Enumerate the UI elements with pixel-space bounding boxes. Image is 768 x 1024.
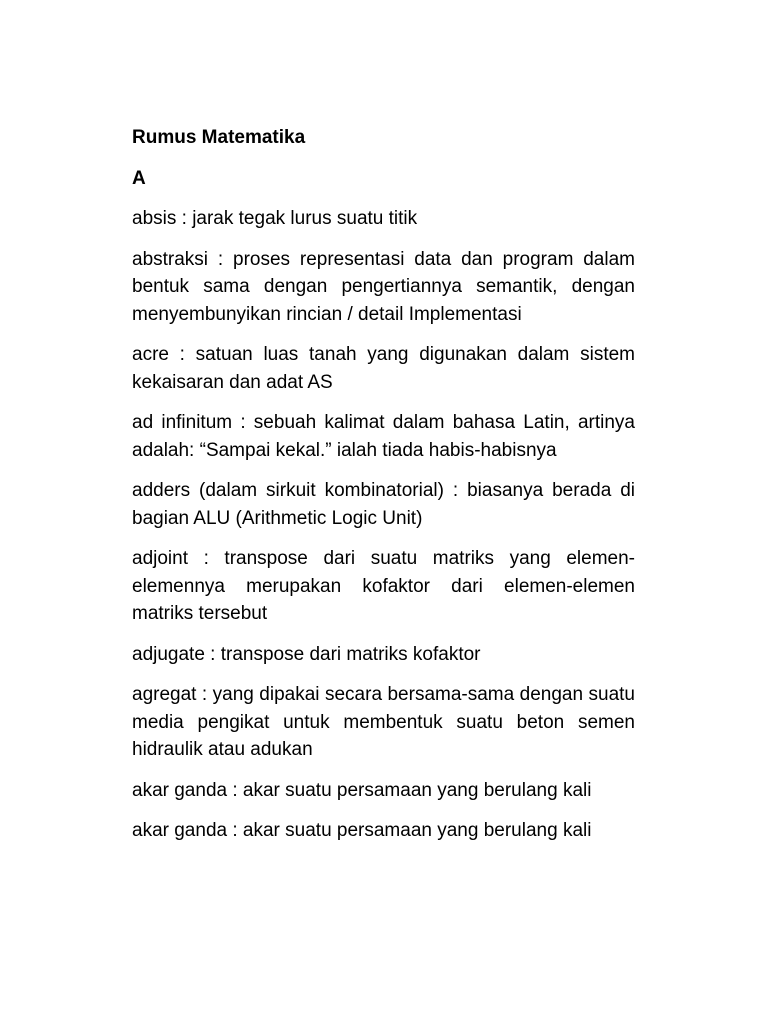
glossary-entry-adders: adders (dalam sirkuit kombinatorial) : biasanya berada di bagian ALU (Arithmetic Logic Unit) [132,480,635,529]
glossary-entry-agregat: agregat : yang dipakai secara bersama-sama dengan suatu media pengikat untuk membentuk suatu beton semen hidraulik atau adukan [132,684,635,760]
glossary-entry-adjoint: adjoint : transpose dari suatu matriks yang elemen-elemennya merupakan kofaktor dari elemen-elemen matriks tersebut [132,548,635,624]
document-title: Rumus Matematika [132,127,306,148]
glossary-entry-ad-infinitum: ad infinitum : sebuah kalimat dalam bahasa Latin, artinya adalah: “Sampai kekal.” ialah tiada habis-habisnya [132,412,635,461]
glossary-entry-akar-ganda: akar ganda : akar suatu persamaan yang berulang kali [132,779,592,801]
glossary-entry-akar-ganda-repeat: akar ganda : akar suatu persamaan yang berulang kali [132,820,592,841]
glossary-entry-abstraksi: abstraksi : proses representasi data dan program dalam bentuk sama dengan pengertiannya semantik, dengan menyembunyikan rincian / detail Implementasi [132,248,635,325]
section-heading-a: A [132,168,146,189]
glossary-entry-adjugate: adjugate : transpose dari matriks kofaktor [132,643,481,665]
glossary-entry-acre: acre : satuan luas tanah yang digunakan dalam sistem kekaisaran dan adat AS [132,344,635,393]
document-body [132,124,635,858]
glossary-entry-absis: absis : jarak tegak lurus suatu titik [132,208,418,229]
